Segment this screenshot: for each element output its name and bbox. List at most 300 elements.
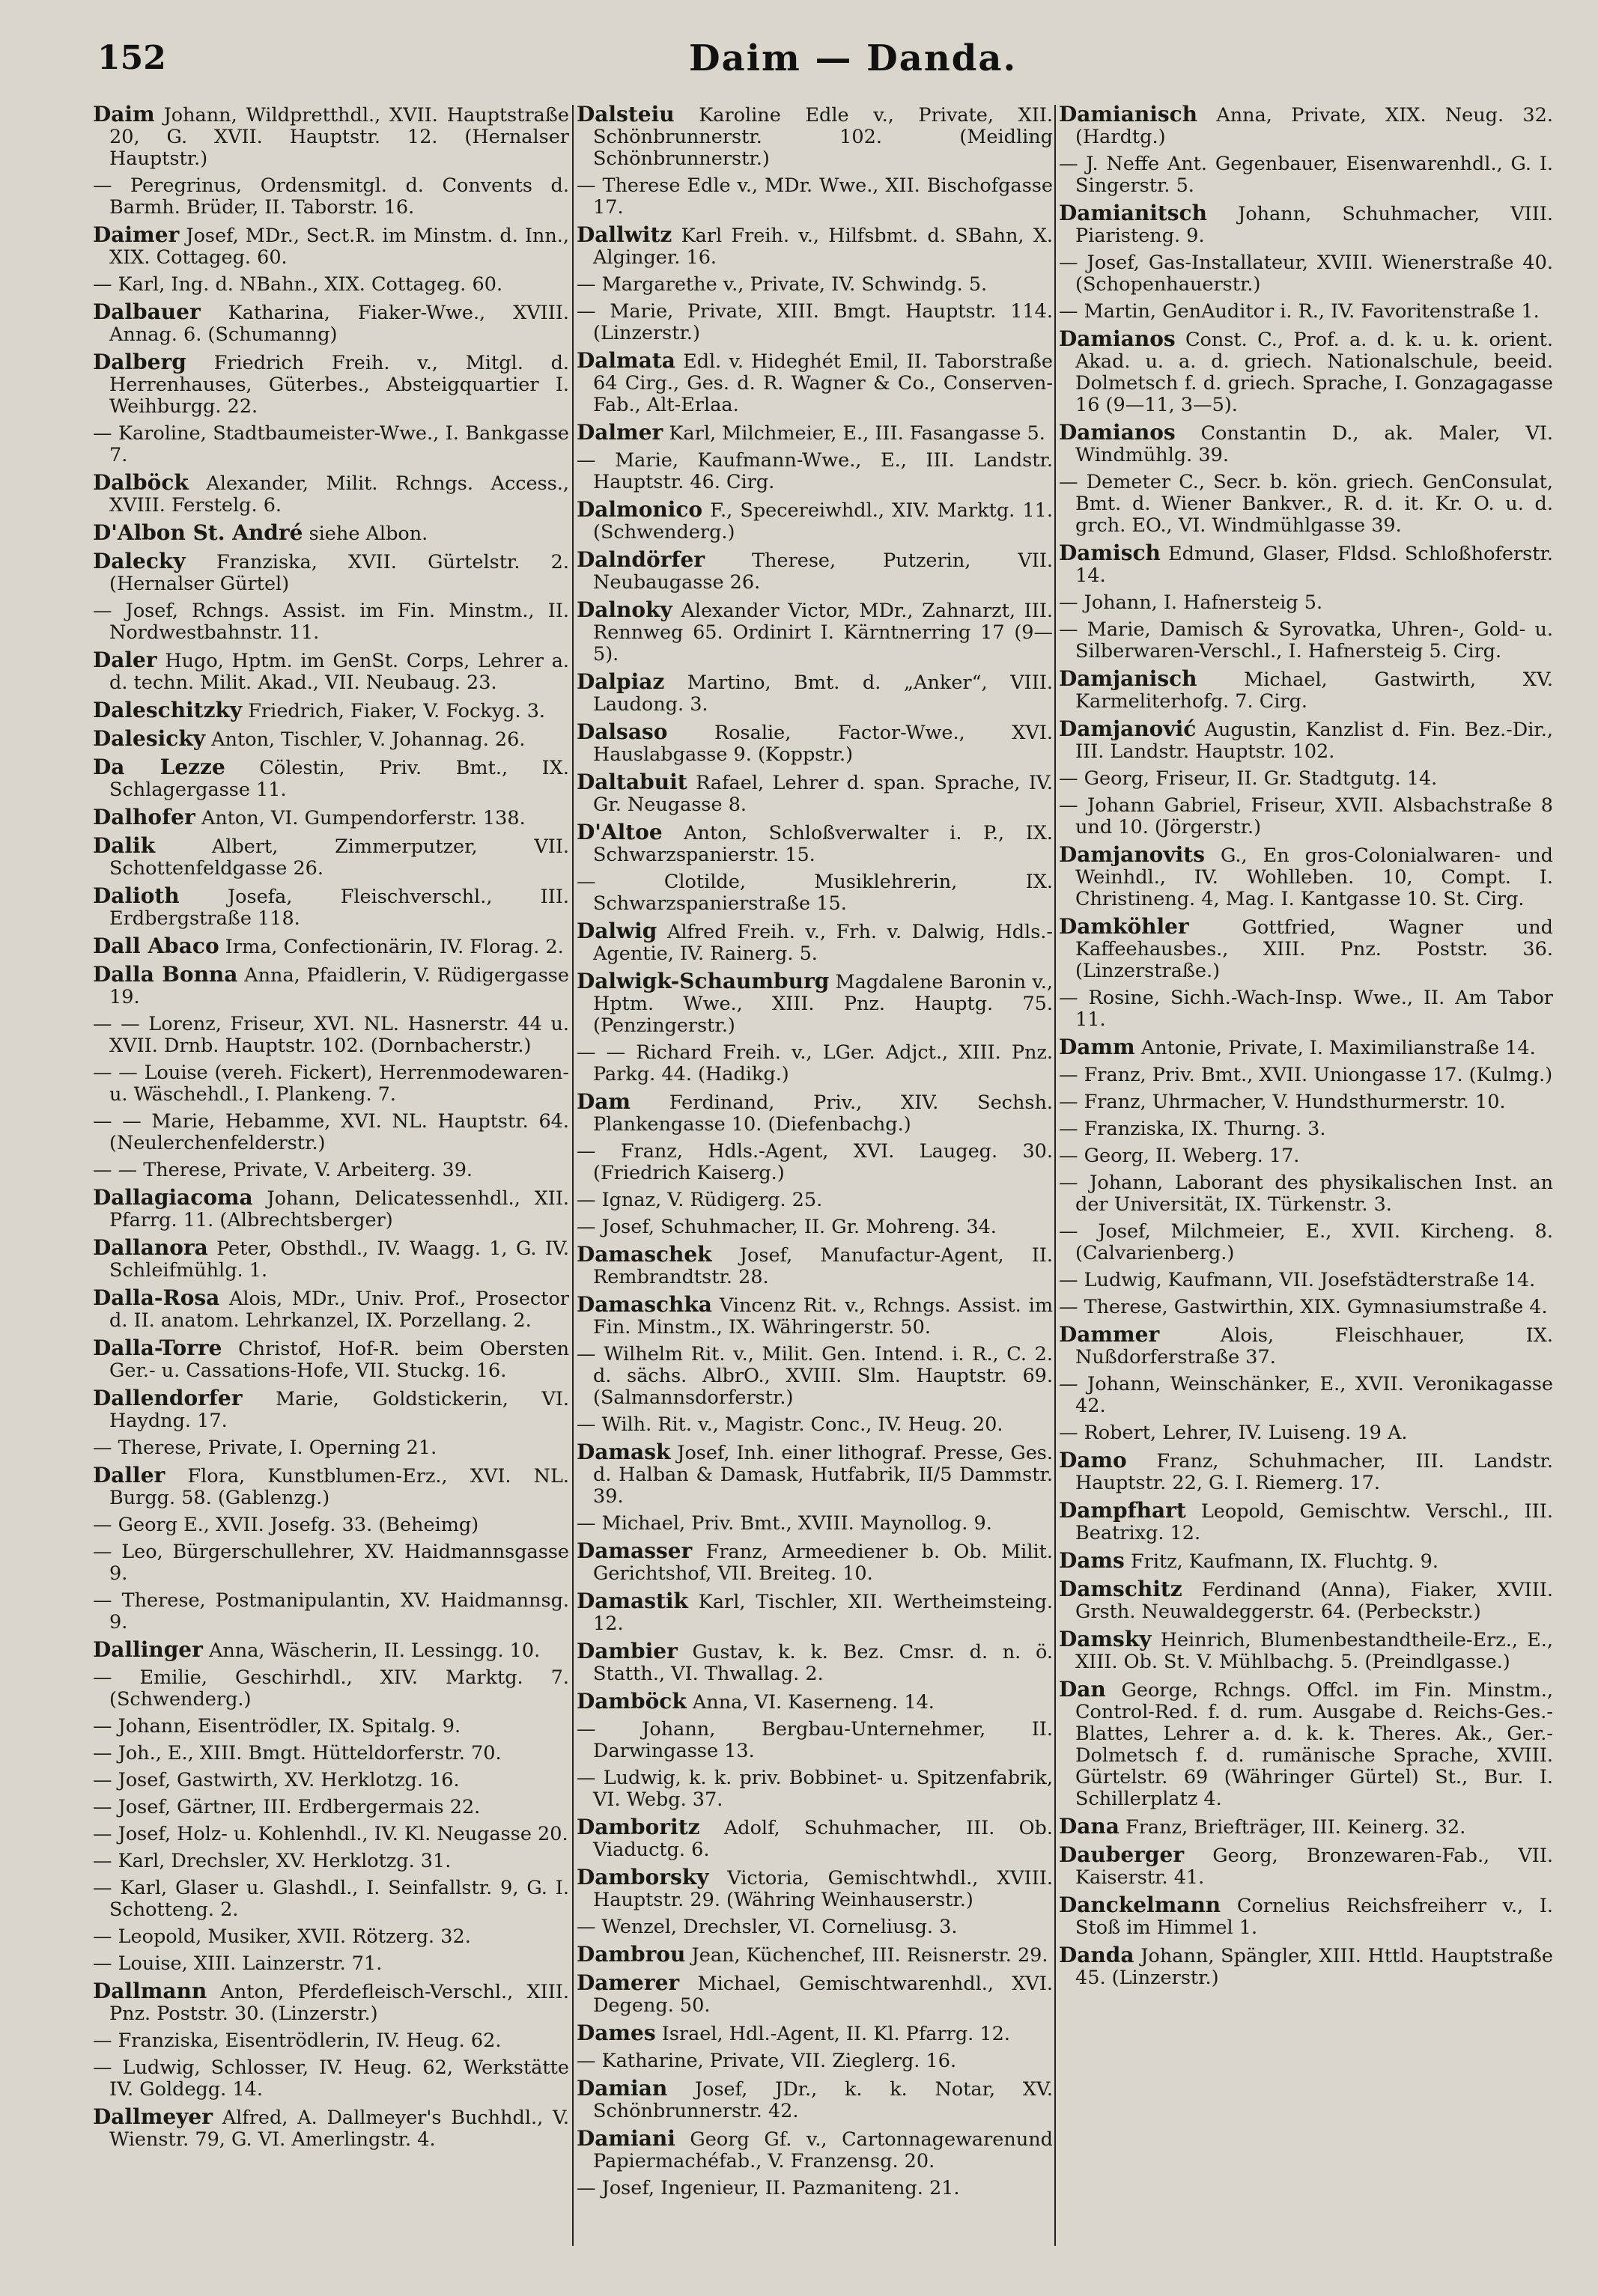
entry-surname: Dallwitz [577, 222, 672, 247]
entry-text: — Josef, Gärtner, III. Erdbergermais 22. [93, 1796, 481, 1818]
directory-entry [1059, 1628, 1553, 1673]
directory-entry [1059, 768, 1553, 790]
directory-entry [93, 1878, 569, 1921]
entry-text: — Josef, Holz- u. Kohlenhdl., IV. Kl. Neugasse 20. [93, 1823, 568, 1845]
directory-entry [93, 1824, 569, 1845]
entry-text: — Ignaz, V. Rüdigerg. 25. [577, 1189, 823, 1211]
entry-text: Marie, Goldstickerin, VI. Haydng. 17. [109, 1388, 569, 1432]
directory-entry [93, 351, 569, 418]
entry-surname: Dalbauer [93, 299, 201, 324]
directory-entry [93, 175, 569, 219]
entry-surname: Dalsaso [577, 719, 668, 744]
directory-entry [93, 885, 569, 930]
directory-entry [93, 472, 569, 517]
entry-text: Therese, Putzerin, VII. Neubaugasse 26. [593, 549, 1053, 594]
entry-text: Georg, Bronzewaren-Fab., VII. Kaiserstr. 41. [1075, 1845, 1553, 1889]
entry-surname: Damasser [577, 1538, 693, 1563]
directory-entry [577, 450, 1053, 493]
column-3 [1059, 103, 1553, 2274]
directory-entry [577, 1816, 1053, 1861]
entry-surname: Damask [577, 1440, 671, 1464]
entry-surname: Dauberger [1059, 1842, 1185, 1867]
entry-text: — Franz, Uhrmacher, V. Hundsthurmerstr. 10. [1059, 1091, 1506, 1113]
directory-entry [93, 1716, 569, 1738]
entry-surname: Damianitsch [1059, 201, 1207, 225]
directory-entry [1059, 1145, 1553, 1167]
entry-text: Anna, VI. Kaserneng. 14. [692, 1691, 935, 1714]
directory-entry [93, 1187, 569, 1231]
entry-text: Vincenz Rit. v., Rchngs. Assist. im Fin. Minstm., IX. Währingerstr. 50. [593, 1294, 1053, 1339]
entry-text: — Leo, Bürgerschullehrer, XV. Haidmannsgasse 9. [93, 1541, 569, 1585]
directory-entry [93, 1980, 569, 2025]
directory-entry [577, 2050, 1053, 2072]
directory-entry [577, 1414, 1053, 1436]
directory-entry [577, 771, 1053, 816]
entry-text: — Johann, Bergbau-Unternehmer, II. Darwingasse 13. [577, 1718, 1053, 1762]
entry-text: Const. C., Prof. a. d. k. u. k. orient. Akad. u. a. d. griech. Nationalschule, beeid. Dolmetsch f. d. griech. Sprache, I. Gonzagagasse 16 (9—11, 3—5). [1075, 329, 1553, 416]
entry-surname: Damböck [577, 1689, 687, 1714]
directory-entry [577, 1690, 1053, 1714]
entry-surname: Daimer [93, 222, 180, 247]
entry-text: — Louise, XIII. Lainzerstr. 71. [93, 1952, 383, 1975]
entry-surname: Daller [93, 1463, 165, 1487]
directory-entry [93, 1541, 569, 1585]
entry-surname: Damaschek [577, 1242, 712, 1267]
entry-surname: Danda [1059, 1943, 1134, 1967]
entry-surname: Dallanora [93, 1235, 208, 1260]
directory-entry [1059, 1844, 1553, 1889]
entry-text: — — Lorenz, Friseur, XVI. NL. Hasnerstr. 44 u. XVII. Drnb. Hauptstr. 102. (Dornbacherstr.) [93, 1013, 569, 1057]
entry-text: — Franz, Priv. Bmt., XVII. Uniongasse 17. (Kulmg.) [1059, 1064, 1553, 1086]
entry-text: Alfred Freih. v., Frh. v. Dalwig, Hdls.-Agentie, IV. Rainerg. 5. [593, 921, 1053, 965]
entry-text: Antonie, Private, I. Maximilianstraße 14. [1140, 1037, 1536, 1059]
entry-text: Anton, Pferdefleisch-Verschl., XIII. Pnz. Poststr. 30. (Linzerstr.) [109, 1981, 569, 2025]
entry-surname: Damm [1059, 1035, 1135, 1059]
entry-surname: Dampfhart [1059, 1498, 1186, 1523]
directory-entry [93, 1514, 569, 1536]
entry-text: — Robert, Lehrer, IV. Luiseng. 19 A. [1059, 1422, 1408, 1444]
entry-surname: Damsky [1059, 1627, 1152, 1651]
directory-entry [93, 1743, 569, 1764]
directory-entry [1059, 1065, 1553, 1086]
directory-entry [577, 671, 1053, 716]
column-divider [1054, 105, 1056, 2246]
entry-text: — Josef, Gas-Installateur, XVIII. Wienerstraße 40. (Schopenhauerstr.) [1059, 252, 1553, 296]
entry-surname: Daltabuit [577, 770, 687, 794]
entry-text: Alexander Victor, MDr., Zahnarzt, III. Rennweg 65. Ordinirt I. Kärntnerring 17 (9—5). [593, 600, 1053, 666]
entry-text: — Katharine, Private, VII. Zieglerg. 16. [577, 2050, 957, 2072]
entry-surname: Dames [577, 2021, 656, 2045]
entry-text: — Johann Gabriel, Friseur, XVII. Alsbachstraße 8 und 10. (Jörgerstr.) [1059, 794, 1553, 838]
directory-entry [1059, 1270, 1553, 1291]
entry-surname: Dalla-Torre [93, 1336, 222, 1360]
directory-entry [93, 806, 569, 829]
entry-text: G., En gros-Colonialwaren- und Weinhdl., IV. Wohlleben. 10, Compt. I. Christineng. 4, Mag. I. Kantgasse 10. St. Cirg. [1075, 844, 1553, 910]
entry-surname: Damjanovits [1059, 842, 1205, 867]
directory-entry [577, 1141, 1053, 1184]
page-number: 152 [97, 39, 166, 77]
entry-text: Anna, Pfaidlerin, V. Rüdigergasse 19. [109, 964, 569, 1008]
directory-entry [93, 1926, 569, 1948]
entry-text: — Johann, Eisentrödler, IX. Spitalg. 9. [93, 1715, 461, 1738]
entry-text: Augustin, Kanzlist d. Fin. Bez.-Dir., III. Landstr. Hauptstr. 102. [1075, 719, 1553, 763]
directory-entry [93, 2057, 569, 2101]
entry-text: — J. Neffe Ant. Gegenbauer, Eisenwarenhdl., G. I. Singerstr. 5. [1059, 153, 1553, 197]
entry-text: — Marie, Kaufmann-Wwe., E., III. Landstr. Hauptstr. 46. Cirg. [577, 449, 1053, 493]
entry-text: — Wilh. Rit. v., Magistr. Conc., IV. Heug. 20. [577, 1413, 1003, 1436]
entry-text: George, Rchngs. Offcl. im Fin. Minstm., Control-Red. f. d. rum. Ausgabe d. Reichs-Ges.-Blattes, Lehrer a. d. k. k. Theres. Ak., Ger.-Dolmetsch f. d. rumänische Sprache, XVIII. Gürtelstr. 69 (Währinger Gürtel) St., Bur. I. Schillerplatz 4. [1075, 1679, 1553, 1810]
entry-text: — Franziska, IX. Thurng. 3. [1059, 1118, 1326, 1140]
entry-surname: Dalioth [93, 883, 180, 908]
entry-text: Katharina, Fiaker-Wwe., XVIII. Annag. 6. (Schumanng) [109, 302, 569, 346]
directory-entry [1059, 1678, 1553, 1810]
entry-surname: Dam [577, 1089, 631, 1114]
entry-text: Michael, Gemischtwarenhdl., XVI. Degeng. 50. [593, 1973, 1053, 2017]
directory-entry [1059, 252, 1553, 296]
directory-entry [577, 350, 1053, 416]
entry-text: — Ludwig, Schlosser, IV. Heug. 62, Werkstätte IV. Goldegg. 14. [93, 2056, 569, 2101]
entry-text: Constantin D., ak. Maler, VI. Windmühlg. 39. [1075, 422, 1553, 466]
entry-text: Christof, Hof-R. beim Obersten Ger.- u. Cassations-Hofe, VII. Stuckg. 16. [109, 1338, 569, 1382]
directory-entry [1059, 301, 1553, 323]
entry-text: Israel, Hdl.-Agent, II. Kl. Pfarrg. 12. [661, 2023, 1010, 2045]
entry-text: — — Therese, Private, V. Arbeiterg. 39. [93, 1159, 473, 1181]
entry-text: Heinrich, Blumenbestandtheile-Erz., E., XIII. Ob. St. V. Mühlbachg. 5. (Preindlgasse.) [1075, 1629, 1553, 1673]
entry-text: Karl, Tischler, XII. Wertheimsteing. 12. [593, 1591, 1053, 1635]
entry-text: — Franziska, Eisentrödlerin, IV. Heug. 62. [93, 2029, 502, 2052]
directory-entry [1059, 1036, 1553, 1059]
entry-text: Franz, Armeediener b. Ob. Milit. Gerichtshof, VII. Breiteg. 10. [593, 1541, 1053, 1585]
directory-entry [93, 1237, 569, 1282]
directory-entry [577, 274, 1053, 296]
directory-entry [577, 224, 1053, 269]
entry-text: Johann, Delicatessenhdl., XII. Pfarrg. 11. (Albrechtsberger) [109, 1187, 569, 1231]
entry-text: — Leopold, Musiker, XVII. Rötzerg. 32. [93, 1925, 471, 1948]
directory-entry [577, 1916, 1053, 1938]
entry-text: Josef, JDr., k. k. Notar, XV. Schönbrunnerstr. 42. [593, 2078, 1053, 2122]
directory-entry [93, 1667, 569, 1711]
entry-surname: Damianisch [1059, 103, 1197, 127]
entry-surname: Dalsteiu [577, 103, 675, 127]
entry-text: Alois, Fleischhauer, IX. Nußdorferstraße 37. [1075, 1324, 1553, 1368]
directory-entry [577, 1513, 1053, 1535]
directory-entry [1059, 1894, 1553, 1939]
directory-entry [577, 1042, 1053, 1085]
directory-entry [577, 499, 1053, 543]
entry-text: — Marie, Private, XIII. Bmgt. Hauptstr. 114. (Linzerstr.) [577, 300, 1053, 344]
entry-text: Michael, Gastwirth, XV. Karmeliterhofg. 7. Cirg. [1075, 669, 1553, 713]
directory-entry [93, 649, 569, 694]
entry-text: — Georg E., XVII. Josefg. 33. (Beheimg) [93, 1514, 479, 1536]
entry-surname: Dalik [93, 833, 156, 858]
entry-text: — Margarethe v., Private, IV. Schwindg. 5. [577, 273, 988, 296]
column-divider [572, 105, 574, 2246]
directory-entry [577, 721, 1053, 766]
entry-surname: Dammer [1059, 1322, 1160, 1347]
running-head: Daim — Danda. [689, 37, 1018, 79]
directory-entry [93, 756, 569, 801]
directory-entry [1059, 1944, 1553, 1989]
entry-text: — Wenzel, Drechsler, VI. Corneliusg. 3. [577, 1916, 958, 1938]
entry-surname: D'Albon St. André [93, 520, 303, 545]
directory-entry [577, 1091, 1053, 1136]
entry-surname: Dalmata [577, 348, 675, 373]
entry-surname: Damaschka [577, 1292, 712, 1317]
entry-text: — Franz, Hdls.-Agent, XVI. Laugeg. 30. (Friedrich Kaiserg.) [577, 1140, 1053, 1184]
entry-surname: Dallendorfer [93, 1386, 243, 1410]
entry-surname: Dalesicky [93, 726, 205, 751]
entry-text: Albert, Zimmerputzer, VII. Schottenfeldgasse 26. [109, 835, 569, 880]
entry-text: Edmund, Glaser, Fldsd. Schloßhoferstr. 14. [1075, 543, 1553, 587]
directory-entry [577, 1719, 1053, 1762]
directory-entry [1059, 1422, 1553, 1444]
entry-surname: Damiani [577, 2126, 675, 2151]
directory-entry [577, 821, 1053, 866]
entry-text: — Georg, Friseur, II. Gr. Stadtgutg. 14. [1059, 767, 1438, 790]
entry-text: — Emilie, Geschirhdl., XIV. Marktg. 7. (Schwenderg.) [93, 1666, 569, 1711]
entry-text: — Martin, GenAuditor i. R., IV. Favoritenstraße 1. [1059, 300, 1540, 323]
entry-text: Anton, Tischler, V. Johannag. 26. [211, 728, 526, 751]
directory-entry [577, 871, 1053, 915]
directory-entry [93, 1337, 569, 1382]
entry-text: — Josef, Milchmeier, E., XVII. Kircheng. 8. (Calvarienberg.) [1059, 1220, 1553, 1264]
directory-entry [1059, 421, 1553, 466]
entry-text: — Johann, Weinschänker, E., XVII. Veronikagasse 42. [1059, 1373, 1553, 1417]
directory-entry [577, 2128, 1053, 2172]
entry-text: — Johann, Laborant des physikalischen Inst. an der Universität, IX. Türkenstr. 3. [1059, 1172, 1553, 1216]
entry-surname: Dallmann [93, 1979, 207, 2003]
directory-entry [577, 1972, 1053, 2017]
directory-entry [577, 1640, 1053, 1685]
entry-surname: Dalhofer [93, 805, 195, 829]
entry-text: — Josef, Gastwirth, XV. Herklotzg. 16. [93, 1769, 460, 1791]
directory-entry [1059, 1449, 1553, 1494]
directory-entry [1059, 103, 1553, 148]
directory-entry [93, 1639, 569, 1662]
directory-entry [577, 1344, 1053, 1409]
directory-entry [93, 1014, 569, 1057]
directory-entry [1059, 718, 1553, 763]
directory-entry [577, 421, 1053, 445]
entry-text: Franziska, XVII. Gürtelstr. 2. (Hernalser Gürtel) [109, 551, 569, 595]
entry-surname: Damboritz [577, 1815, 700, 1839]
entry-text: Josefa, Fleischverschl., III. Erdbergstraße 118. [109, 886, 569, 930]
directory-entry [93, 1590, 569, 1633]
directory-entry [577, 1590, 1053, 1635]
entry-surname: Dambier [577, 1639, 678, 1663]
entry-text: Ferdinand, Priv., XIV. Sechsh. Plankengasse 10. (Diefenbachg.) [593, 1091, 1053, 1136]
entry-surname: Damjanisch [1059, 666, 1197, 691]
entry-surname: Dall Abaco [93, 934, 219, 958]
entry-text: Friedrich, Fiaker, V. Fockyg. 3. [248, 700, 546, 722]
entry-text: — Josef, Ingenieur, II. Pazmaniteng. 21. [577, 2177, 960, 2199]
directory-entry [93, 522, 569, 545]
entry-surname: Dalböck [93, 470, 189, 495]
entry-text: — — Marie, Hebamme, XVI. NL. Hauptstr. 64. (Neulerchenfelderstr.) [93, 1110, 569, 1154]
directory-entry [93, 728, 569, 751]
entry-surname: Dana [1059, 1814, 1119, 1839]
entry-surname: Dalwig [577, 919, 657, 943]
directory-entry [577, 2077, 1053, 2122]
entry-text: Friedrich Freih. v., Mitgl. d. Herrenhauses, Güterbes., Absteigquartier I. Weihburgg. 22. [109, 352, 569, 418]
entry-surname: Dambrou [577, 1942, 686, 1967]
directory-entry [93, 1851, 569, 1872]
directory-entry [93, 835, 569, 880]
entry-surname: Danckelmann [1059, 1892, 1221, 1917]
entry-surname: Dalmer [577, 420, 663, 445]
entry-surname: Damisch [1059, 540, 1161, 565]
directory-entry [93, 2030, 569, 2052]
directory-entry [93, 1953, 569, 1975]
directory-entry [1059, 619, 1553, 663]
directory-entry [93, 1160, 569, 1181]
entry-text: — Clotilde, Musiklehrerin, IX. Schwarzspanierstraße 15. [577, 871, 1053, 915]
directory-entry [577, 1243, 1053, 1288]
entry-text: Irma, Confectionärin, IV. Florag. 2. [225, 936, 564, 958]
entry-text: Franz, Schuhmacher, III. Landstr. Hauptstr. 22, G. I. Riemerg. 17. [1075, 1450, 1553, 1494]
directory-entry [1059, 1221, 1553, 1264]
entry-surname: Damschitz [1059, 1577, 1182, 1601]
entry-text: — Ludwig, Kaufmann, VII. Josefstädterstraße 14. [1059, 1269, 1536, 1291]
directory-entry [577, 1294, 1053, 1339]
directory-entry [577, 175, 1053, 219]
entry-surname: Dallmeyer [93, 2104, 213, 2129]
entry-surname: D'Altoe [577, 820, 663, 844]
entry-surname: Dalla Bonna [93, 962, 238, 987]
directory-entry [93, 550, 569, 595]
entry-surname: Daim [93, 103, 155, 127]
directory-entry [1059, 1324, 1553, 1368]
directory-entry [1059, 153, 1553, 197]
entry-surname: Dalla-Rosa [93, 1285, 220, 1310]
directory-entry [1059, 472, 1553, 537]
entry-surname: Damo [1059, 1448, 1127, 1473]
directory-entry [1059, 1172, 1553, 1216]
entry-text: — Peregrinus, Ordensmitgl. d. Convents d. Barmh. Brüder, II. Taborstr. 16. [93, 174, 569, 219]
entry-surname: Dalndörfer [577, 547, 705, 572]
entry-text: Josef, Inh. einer lithograf. Presse, Ges. d. Halban & Damask, Hutfabrik, II/5 Dammstr. 39. [593, 1442, 1053, 1508]
entry-text: — Therese, Gastwirthin, XIX. Gymnasiumstraße 4. [1059, 1296, 1548, 1318]
entry-surname: Damerer [577, 1970, 680, 1995]
entry-text: Georg Gf. v., Cartonnagewarenund Papiermachéfab., V. Franzensg. 20. [593, 2128, 1053, 2172]
directory-entry [1059, 1815, 1553, 1839]
directory-entry [577, 920, 1053, 965]
entry-text: Josef, Manufactur-Agent, II. Rembrandtstr. 28. [593, 1244, 1053, 1288]
entry-text: Rosalie, Factor-Wwe., XVI. Hauslabgasse 9. (Koppstr.) [593, 722, 1053, 766]
entry-text: — Karl, Glaser u. Glashdl., I. Seinfallstr. 9, G. I. Schotteng. 2. [93, 1877, 569, 1921]
directory-entry [577, 1767, 1053, 1811]
entry-text: — Ludwig, k. k. priv. Bobbinet- u. Spitzenfabrik, VI. Webg. 37. [577, 1767, 1053, 1811]
directory-entry [1059, 916, 1553, 982]
directory-entry [93, 2106, 569, 2151]
entry-text: Victoria, Gemischtwhdl., XVIII. Hauptstr. 29. (Währing Weinhauserstr.) [593, 1867, 1053, 1911]
directory-entry [93, 600, 569, 644]
directory-entry [1059, 202, 1553, 247]
entry-text: — Josef, Schuhmacher, II. Gr. Mohreng. 34. [577, 1216, 997, 1238]
entry-surname: Daler [93, 648, 157, 672]
directory-entry [93, 274, 569, 296]
entry-text: Josef, MDr., Sect.R. im Minstm. d. Inn., XIX. Cottageg. 60. [109, 225, 569, 269]
directory-entry [577, 1943, 1053, 1967]
entry-surname: Damianos [1059, 326, 1176, 351]
entry-text: — Rosine, Sichh.-Wach-Insp. Wwe., II. Am Tabor 11. [1059, 987, 1553, 1031]
directory-entry [93, 1387, 569, 1432]
directory-entry [1059, 1578, 1553, 1623]
directory-entry [577, 1441, 1053, 1508]
directory-entry [577, 2022, 1053, 2045]
entry-text: Magdalene Baronin v., Hptm. Wwe., XIII. Pnz. Hauptg. 75. (Penzingerstr.) [593, 971, 1053, 1037]
entry-text: Martino, Bmt. d. „Anker“, VIII. Laudong. 3. [593, 672, 1053, 716]
entry-text: — Josef, Rchngs. Assist. im Fin. Minstm., II. Nordwestbahnstr. 11. [93, 600, 569, 644]
entry-text: Cölestin, Priv. Bmt., IX. Schlagergasse 11. [109, 757, 569, 801]
entry-surname: Dalpiaz [577, 669, 665, 694]
entry-surname: Dalecky [93, 549, 186, 573]
entry-text: — — Louise (vereh. Fickert), Herrenmodewaren- u. Wäschehdl., I. Plankeng. 7. [93, 1062, 569, 1106]
directory-entry [577, 103, 1053, 170]
entry-surname: Dan [1059, 1677, 1106, 1702]
entry-text: Franz, Briefträger, III. Keinerg. 32. [1125, 1816, 1466, 1839]
entry-text: Rafael, Lehrer d. span. Sprache, IV. Gr. Neugasse 8. [593, 772, 1053, 816]
directory-entry [1059, 542, 1553, 587]
directory-entry [1059, 844, 1553, 910]
entry-text: Flora, Kunstblumen-Erz., XVI. NL. Burgg. 58. (Gablenzg.) [109, 1465, 569, 1509]
directory-entry [93, 1797, 569, 1818]
directory-entry [577, 2178, 1053, 2199]
entry-text: Karoline Edle v., Private, XII. Schönbrunnerstr. 102. (Meidling Schönbrunnerstr.) [593, 104, 1053, 170]
entry-surname: Da Lezze [93, 755, 225, 779]
entry-surname: Damköhler [1059, 914, 1189, 939]
entry-text: Anton, VI. Gumpendorferstr. 138. [201, 807, 526, 829]
entry-text: F., Specereiwhdl., XIV. Marktg. 11. (Schwenderg.) [593, 499, 1053, 543]
entry-text: Gottfried, Wagner und Kaffeehausbes., XIII. Pnz. Poststr. 36. (Linzerstraße.) [1075, 916, 1553, 982]
directory-entry [1059, 1091, 1553, 1113]
directory-entry [93, 935, 569, 958]
directory-entry [1059, 328, 1553, 416]
entry-text: — Michael, Priv. Bmt., XVIII. Maynollog. 9. [577, 1512, 992, 1535]
directory-entry [577, 1540, 1053, 1585]
directory-entry [93, 1770, 569, 1791]
directory-entry [577, 549, 1053, 594]
entry-text: — Georg, II. Weberg. 17. [1059, 1145, 1300, 1167]
entry-text: — Therese, Postmanipulantin, XV. Haidmannsg. 9. [93, 1589, 569, 1633]
entry-text: — Wilhelm Rit. v., Milit. Gen. Intend. i. R., C. 2. d. sächs. AlbrO., XVIII. Slm. Hauptstr. 69. (Salmannsdorferstr.) [577, 1343, 1053, 1409]
entry-surname: Damianos [1059, 420, 1176, 445]
entry-text: Peter, Obsthdl., IV. Waagg. 1, G. IV. Schleifmühlg. 1. [109, 1237, 569, 1282]
entry-text: Cornelius Reichsfreiherr v., I. Stoß im Himmel 1. [1075, 1895, 1553, 1939]
directory-entry [577, 301, 1053, 344]
directory-entry [1059, 1499, 1553, 1544]
directory-entry [1059, 1374, 1553, 1417]
directory-entry [577, 1190, 1053, 1211]
directory-entry [1059, 1118, 1553, 1140]
directory-entry [577, 970, 1053, 1037]
entry-surname: Damjanović [1059, 716, 1197, 741]
entry-text: siehe Albon. [309, 523, 428, 545]
directory-entry [577, 1866, 1053, 1911]
entry-text: — Johann, I. Hafnersteig 5. [1059, 591, 1323, 614]
directory-entry [93, 423, 569, 466]
directory-entry [577, 1216, 1053, 1238]
entry-surname: Dalwigk-Schaumburg [577, 969, 830, 993]
entry-text: Anton, Schloßverwalter i. P., IX. Schwarzspanierstr. 15. [593, 822, 1053, 866]
entry-surname: Dams [1059, 1548, 1125, 1573]
directory-entry [93, 224, 569, 269]
entry-text: Ferdinand (Anna), Fiaker, XVIII. Grsth. Neuwaldeggerstr. 64. (Perbeckstr.) [1075, 1579, 1553, 1623]
entry-text: — Karoline, Stadtbaumeister-Wwe., I. Bankgasse 7. [93, 422, 569, 466]
entry-text: — Demeter C., Secr. b. kön. griech. GenConsulat, Bmt. d. Wiener Bankver., R. d. it. Kr. O. u. d. grch. EO., VI. Windmühlgasse 39. [1059, 471, 1553, 537]
directory-entry [93, 103, 569, 170]
directory-entry [1059, 987, 1553, 1031]
